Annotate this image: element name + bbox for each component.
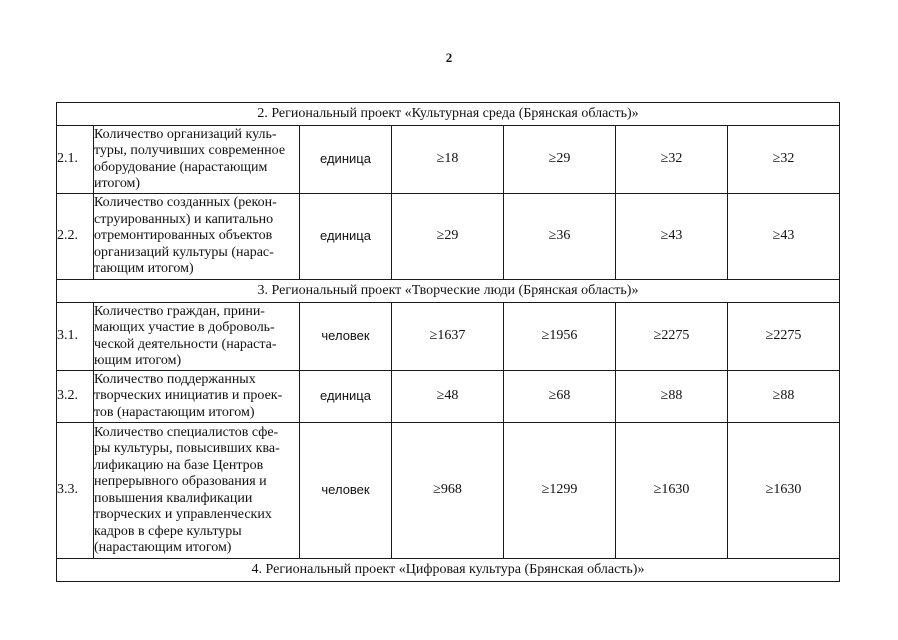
row-number: 2.1. [57, 126, 94, 194]
indicator-name-line: Количество организаций куль- [94, 126, 277, 142]
indicator-name-line: струированных) и капитально [94, 211, 274, 227]
indicator-name-line: непрерывного образования и [94, 474, 267, 489]
indicator-name-line: ющим итогом) [94, 353, 182, 368]
row-number: 3.2. [57, 371, 94, 423]
value-cell: ≥68 [504, 371, 616, 423]
value-cell: ≥1637 [392, 303, 504, 371]
value-cell: ≥968 [392, 423, 504, 559]
value-cell: ≥88 [616, 371, 728, 423]
indicator-name-line: повышения квалификации [94, 490, 253, 506]
indicator-name-line: Количество специалистов сфе- [94, 424, 279, 440]
indicator-name [94, 303, 300, 371]
table-row [57, 194, 840, 280]
value-cell: ≥1630 [616, 423, 728, 559]
value-cell: ≥1956 [504, 303, 616, 371]
section-row [57, 103, 840, 126]
value-cell: ≥2275 [728, 303, 840, 371]
indicators-table [56, 102, 840, 582]
indicator-name-line: ры культуры, повысивших ква- [94, 441, 280, 456]
row-number: 3.1. [57, 303, 94, 371]
page-number: 2 [445, 50, 453, 65]
value-cell: ≥1299 [504, 423, 616, 559]
indicator-name-line: организаций культуры (нарас- [94, 244, 274, 260]
indicator-name-line: мающих участие в доброволь- [94, 320, 275, 335]
value-cell: ≥18 [392, 126, 504, 194]
indicator-name-line: лификацию на базе Центров [94, 457, 264, 473]
value-cell: ≥48 [392, 371, 504, 423]
value-cell: ≥43 [616, 194, 728, 280]
indicator-name-line: творческих и управленческих [94, 507, 272, 522]
value-cell: ≥32 [728, 126, 840, 194]
unit-cell: единица [300, 126, 392, 194]
indicator-name-line: кадров в сфере культуры [94, 523, 242, 539]
unit-cell: человек [300, 303, 392, 371]
indicator-name-line: творческих инициатив и проек- [94, 388, 283, 404]
section-row [57, 559, 840, 582]
table-row [57, 126, 840, 194]
indicator-name-line: (нарастающим итогом) [94, 540, 232, 555]
value-cell: ≥36 [504, 194, 616, 280]
value-cell: ≥29 [392, 194, 504, 280]
value-cell: ≥1630 [728, 423, 840, 559]
indicator-name [94, 194, 300, 280]
value-cell: ≥88 [728, 371, 840, 423]
section-row [57, 280, 840, 303]
table-row [57, 303, 840, 371]
indicator-name-line: ческой деятельности (нараста- [94, 336, 277, 352]
value-cell: ≥43 [728, 194, 840, 280]
table-row [57, 371, 840, 423]
section-title: 4. Региональный проект «Цифровая культура (Брянская область)» [57, 559, 840, 582]
indicator-name-line: Количество созданных (рекон- [94, 195, 277, 211]
indicator-name [94, 423, 300, 559]
table-body [57, 103, 840, 582]
value-cell: ≥29 [504, 126, 616, 194]
value-cell: ≥2275 [616, 303, 728, 371]
table-row [57, 423, 840, 559]
unit-cell: человек [300, 423, 392, 559]
indicator-name-line: оборудование (нарастающим [94, 159, 268, 175]
indicator-name-line: итогом) [94, 176, 141, 191]
section-title: 3. Региональный проект «Творческие люди (Брянская область)» [57, 280, 840, 303]
indicator-name-line: отремонтированных объектов [94, 228, 273, 244]
section-title: 2. Региональный проект «Культурная среда (Брянская область)» [57, 103, 840, 126]
indicator-name-line: тающим итогом) [94, 261, 194, 277]
indicator-name-line: Количество граждан, прини- [94, 303, 265, 319]
indicator-name [94, 126, 300, 194]
indicator-name-line: туры, получивших современное [94, 143, 286, 158]
value-cell: ≥32 [616, 126, 728, 194]
row-number: 3.3. [57, 423, 94, 559]
indicator-name [94, 371, 300, 423]
row-number: 2.2. [57, 194, 94, 280]
indicator-name-line: тов (нарастающим итогом) [94, 404, 255, 420]
indicator-name-line: Количество поддержанных [94, 371, 256, 387]
unit-cell: единица [300, 371, 392, 423]
unit-cell: единица [300, 194, 392, 280]
